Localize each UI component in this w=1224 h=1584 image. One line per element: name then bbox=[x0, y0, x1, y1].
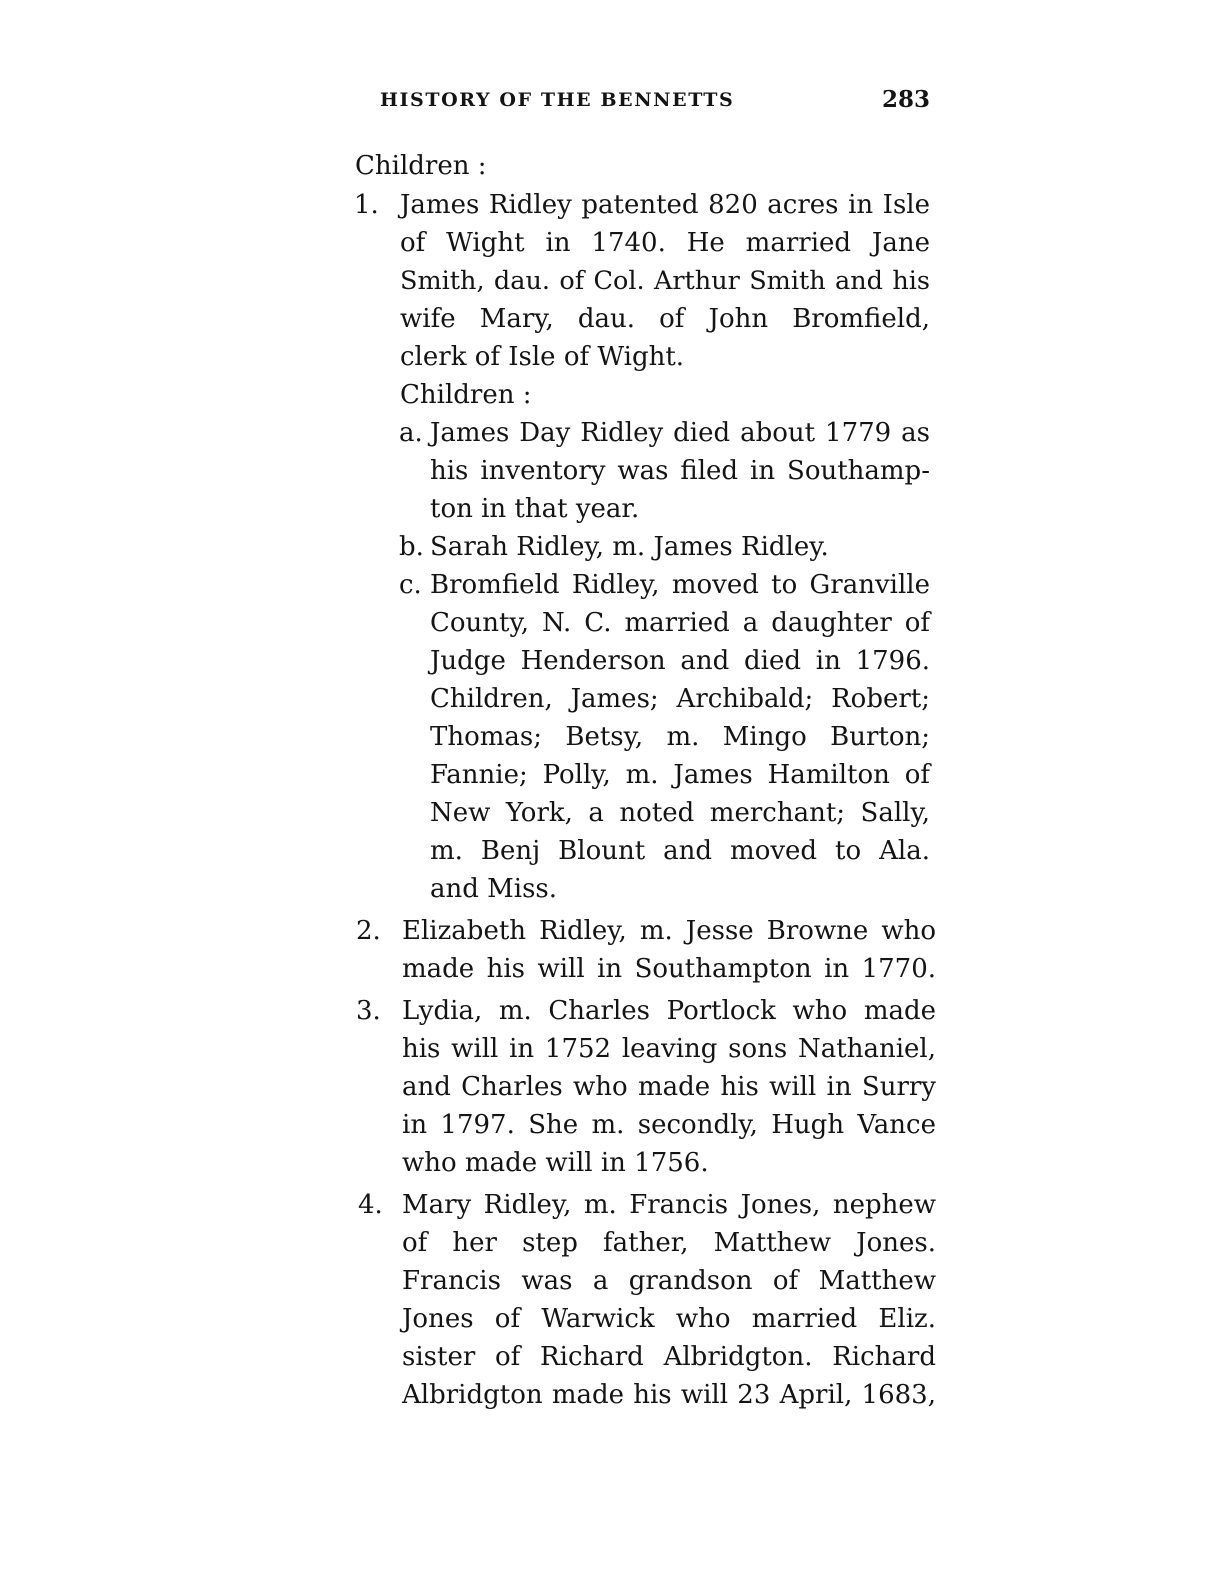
text-line: of Wight in 1740. He married Jane bbox=[400, 228, 930, 258]
text-line: his inventory was filed in Southamp- bbox=[430, 456, 930, 486]
text-line: Thomas; Betsy, m. Mingo Burton; bbox=[430, 722, 930, 752]
page-number: 283 bbox=[881, 86, 930, 113]
sub-item-marker: a. bbox=[399, 418, 423, 448]
text-line: and Miss. bbox=[430, 874, 558, 904]
text-line: his will in 1752 leaving sons Nathaniel, bbox=[402, 1034, 936, 1064]
text-line: wife Mary, dau. of John Bromfield, bbox=[400, 304, 930, 334]
text-line: sister of Richard Albridgton. Richard bbox=[402, 1342, 936, 1372]
sub-item-marker: b. bbox=[399, 532, 424, 562]
text-line: James Day Ridley died about 1779 as bbox=[430, 418, 930, 448]
text-line: Sarah Ridley, m. James Ridley. bbox=[430, 532, 829, 562]
text-line: clerk of Isle of Wight. bbox=[400, 342, 685, 372]
text-line: Fannie; Polly, m. James Hamilton of bbox=[430, 760, 930, 790]
text-line: of her step father, Matthew Jones. bbox=[402, 1228, 936, 1258]
running-head bbox=[380, 84, 930, 116]
text-line: Children, James; Archibald; Robert; bbox=[430, 684, 930, 714]
text-line: Lydia, m. Charles Portlock who made bbox=[402, 996, 936, 1026]
text-line: ton in that year. bbox=[430, 494, 640, 524]
sub-item-marker: c. bbox=[399, 570, 422, 600]
text-line: Judge Henderson and died in 1796. bbox=[430, 646, 930, 676]
text-line: Mary Ridley, m. Francis Jones, nephew bbox=[402, 1190, 936, 1220]
text-line: New York, a noted merchant; Sally, bbox=[430, 798, 930, 828]
item-marker: 4. bbox=[358, 1190, 383, 1220]
item-marker: 3. bbox=[356, 996, 381, 1026]
text-line: and Charles who made his will in Surry bbox=[402, 1072, 936, 1102]
item-marker: 2. bbox=[356, 916, 381, 946]
text-line: Elizabeth Ridley, m. Jesse Browne who bbox=[402, 916, 936, 946]
text-line: made his will in Southampton in 1770. bbox=[402, 954, 936, 984]
text-line: Francis was a grandson of Matthew bbox=[402, 1266, 936, 1296]
item-marker: 1. bbox=[354, 190, 379, 220]
text-line: Jones of Warwick who married Eliz. bbox=[402, 1304, 936, 1334]
sub-children-heading: Children : bbox=[400, 380, 532, 410]
text-line: Smith, dau. of Col. Arthur Smith and his bbox=[400, 266, 930, 296]
children-heading: Children : bbox=[355, 151, 487, 181]
running-title: HISTORY OF THE BENNETTS bbox=[380, 89, 735, 111]
text-line: m. Benj Blount and moved to Ala. bbox=[430, 836, 930, 866]
text-line: Bromfield Ridley, moved to Granville bbox=[430, 570, 930, 600]
text-line: James Ridley patented 820 acres in Isle bbox=[400, 190, 930, 220]
text-line: Albridgton made his will 23 April, 1683, bbox=[402, 1380, 936, 1410]
text-line: who made will in 1756. bbox=[402, 1148, 709, 1178]
text-line: in 1797. She m. secondly, Hugh Vance bbox=[402, 1110, 936, 1140]
text-line: County, N. C. married a daughter of bbox=[430, 608, 930, 638]
